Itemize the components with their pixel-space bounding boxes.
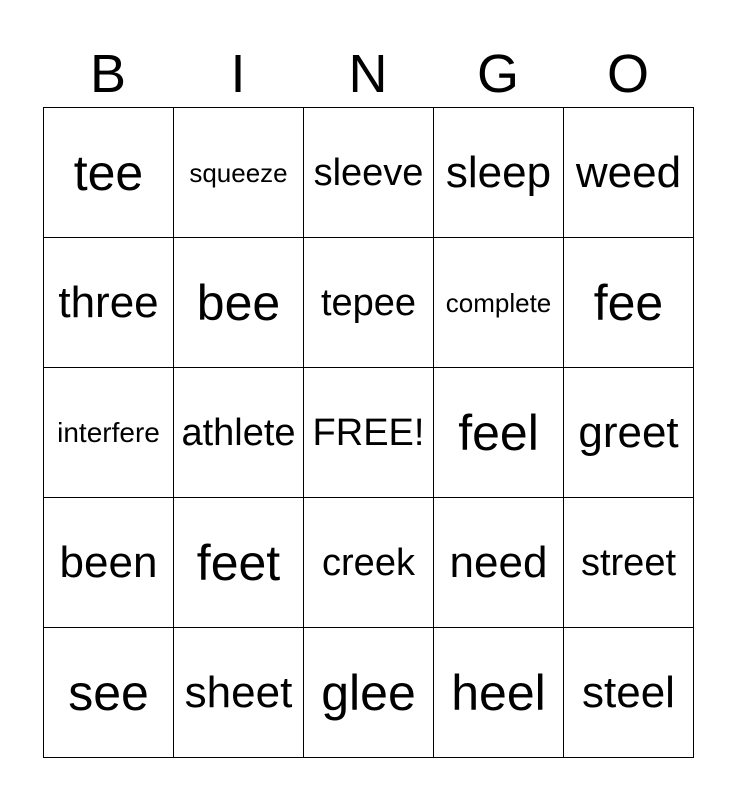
bingo-cell[interactable]: feet xyxy=(174,498,304,628)
header-letter-i: I xyxy=(230,44,246,104)
bingo-cell[interactable]: see xyxy=(44,628,174,758)
bingo-cell[interactable]: sheet xyxy=(174,628,304,758)
bingo-cell[interactable]: creek xyxy=(304,498,434,628)
bingo-cell[interactable]: street xyxy=(564,498,694,628)
header-letter-g: G xyxy=(476,44,519,104)
bingo-cell[interactable]: tepee xyxy=(304,238,434,368)
header-letter-b: B xyxy=(89,44,127,104)
bingo-cell[interactable]: tee xyxy=(44,108,174,238)
bingo-cell[interactable]: feel xyxy=(434,368,564,498)
bingo-cell[interactable]: interfere xyxy=(44,368,174,498)
bingo-cell[interactable]: glee xyxy=(304,628,434,758)
bingo-cell[interactable]: fee xyxy=(564,238,694,368)
bingo-cell[interactable]: heel xyxy=(434,628,564,758)
bingo-cell[interactable]: athlete xyxy=(174,368,304,498)
bingo-cell[interactable]: need xyxy=(434,498,564,628)
bingo-cell[interactable]: complete xyxy=(434,238,564,368)
bingo-cell[interactable]: squeeze xyxy=(174,108,304,238)
header-letter-n: N xyxy=(348,44,388,104)
bingo-cell[interactable]: bee xyxy=(174,238,304,368)
bingo-cell[interactable]: been xyxy=(44,498,174,628)
bingo-cell[interactable]: steel xyxy=(564,628,694,758)
header-letter-o: O xyxy=(606,44,649,104)
bingo-cell[interactable]: weed xyxy=(564,108,694,238)
bingo-cell[interactable]: three xyxy=(44,238,174,368)
bingo-cell[interactable]: greet xyxy=(564,368,694,498)
bingo-cell[interactable]: sleeve xyxy=(304,108,434,238)
bingo-header xyxy=(43,40,693,108)
free-space[interactable]: FREE! xyxy=(304,368,434,498)
bingo-board xyxy=(43,107,694,758)
bingo-cell[interactable]: sleep xyxy=(434,108,564,238)
